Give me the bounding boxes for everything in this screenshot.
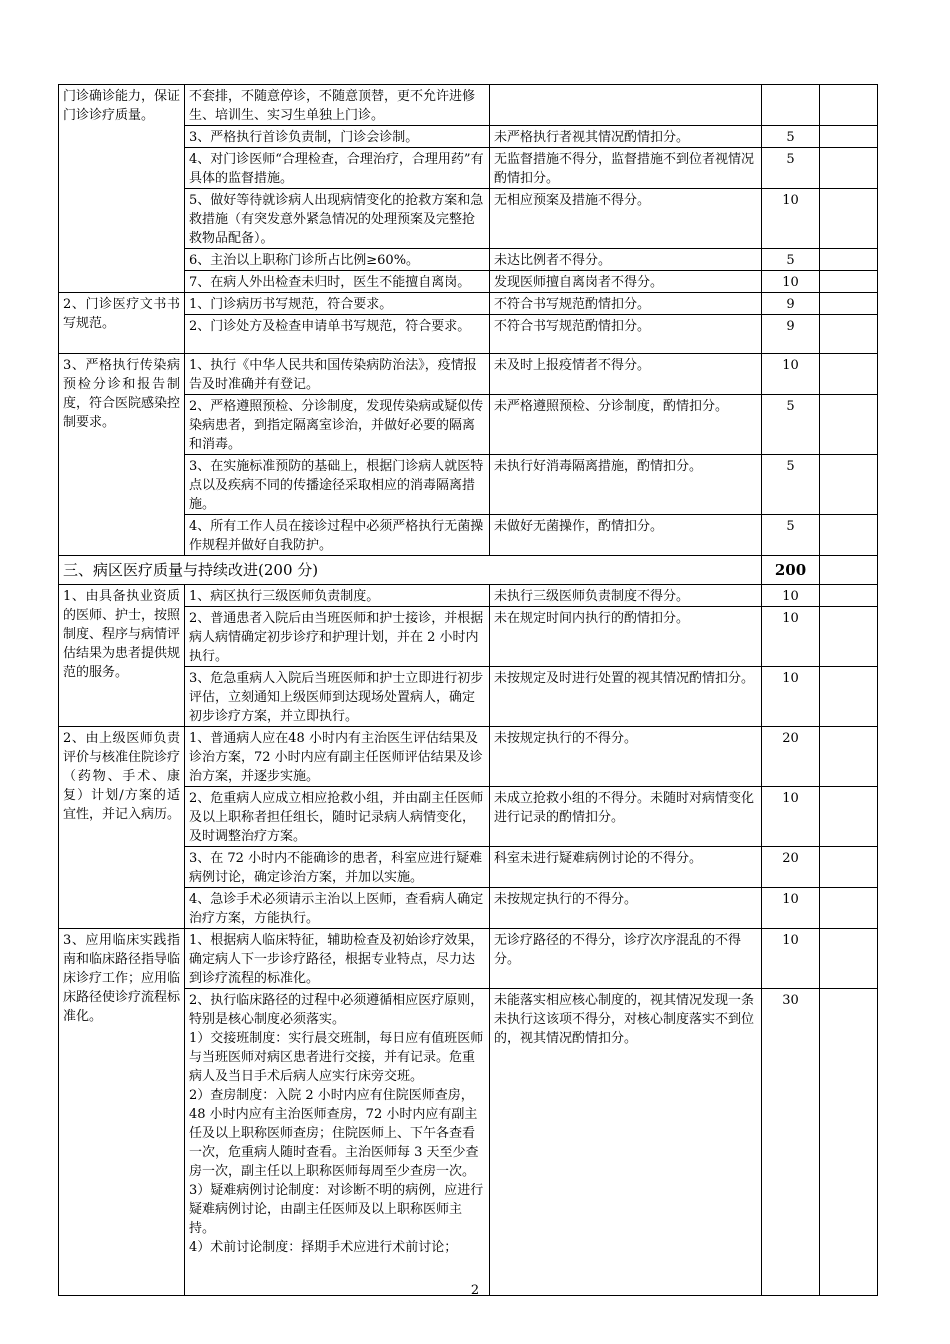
actual-score-cell <box>820 607 878 667</box>
actual-score-cell <box>820 667 878 727</box>
criteria-cell: 无监督措施不得分，监督措施不到位者视情况酌情扣分。 <box>490 148 762 189</box>
criteria-cell: 无相应预案及措施不得分。 <box>490 189 762 249</box>
score-cell: 5 <box>762 249 820 271</box>
handover-rule: 1）交接班制度：实行晨交班制，每日应有值班医师与当班医师对病区患者进行交接，并有记录。危重病人及当日手术后病人应实行床旁交班。 <box>189 1031 484 1084</box>
score-cell: 5 <box>762 126 820 148</box>
score-cell: 10 <box>762 787 820 847</box>
actual-score-cell <box>820 148 878 189</box>
criteria-cell <box>490 85 762 126</box>
actual-score-cell <box>820 189 878 249</box>
actual-score-cell <box>820 85 878 126</box>
category-cell: 3、严格执行传染病预检分诊和报告制度，符合医院感染控制要求。 <box>59 354 185 556</box>
criteria-cell: 未按规定执行的不得分。 <box>490 727 762 787</box>
actual-score-cell <box>820 249 878 271</box>
standards-table <box>58 84 878 1296</box>
standard-cell: 6、主治以上职称门诊所占比例≥60%。 <box>185 249 490 271</box>
standard-cell: 1、病区执行三级医师负责制度。 <box>185 585 490 607</box>
score-cell: 20 <box>762 727 820 787</box>
actual-score-cell <box>820 395 878 455</box>
score-cell: 9 <box>762 315 820 354</box>
actual-score-cell <box>820 455 878 515</box>
standard-cell: 4、对门诊医师“合理检查，合理治疗，合理用药”有具体的监督措施。 <box>185 148 490 189</box>
criteria-cell: 未能落实相应核心制度的，视其情况发现一条未执行这该项不得分，对核心制度落实不到位的，视其情况酌情扣分。 <box>490 989 762 1296</box>
standard-cell: 3、在实施标准预防的基础上，根据门诊病人就医特点以及疾病不同的传播途径采取相应的消毒隔离措施。 <box>185 455 490 515</box>
criteria-cell: 无诊疗路径的不得分，诊疗次序混乱的不得分。 <box>490 929 762 989</box>
table-row <box>59 929 878 989</box>
actual-score-cell <box>820 787 878 847</box>
score-cell: 10 <box>762 189 820 249</box>
criteria-cell: 未严格执行者视其情况酌情扣分。 <box>490 126 762 148</box>
standard-cell: 3、严格执行首诊负责制，门诊会诊制。 <box>185 126 490 148</box>
standard-cell: 不套排，不随意停诊，不随意顶替，更不允许进修生、培训生、实习生单独上门诊。 <box>185 85 490 126</box>
table-row <box>59 293 878 315</box>
standard-cell: 3、在 72 小时内不能确诊的患者，科室应进行疑难病例讨论，确定诊治方案，并加以实施。 <box>185 847 490 888</box>
score-cell: 10 <box>762 929 820 989</box>
criteria-cell: 科室未进行疑难病例讨论的不得分。 <box>490 847 762 888</box>
score-cell: 5 <box>762 455 820 515</box>
score-cell: 10 <box>762 271 820 293</box>
criteria-cell: 不符合书写规范酌情扣分。 <box>490 293 762 315</box>
actual-score-cell <box>820 727 878 787</box>
section-header-row <box>59 556 878 585</box>
actual-score-cell <box>820 293 878 315</box>
score-cell: 10 <box>762 585 820 607</box>
standard-cell <box>185 989 490 1296</box>
criteria-cell: 未做好无菌操作，酌情扣分。 <box>490 515 762 556</box>
criteria-cell: 未及时上报疫情者不得分。 <box>490 354 762 395</box>
standard-cell: 3、危急重病人入院后当班医师和护士立即进行初步评估，立刻通知上级医师到达现场处置病人，确定初步诊疗方案，并立即执行。 <box>185 667 490 727</box>
score-cell <box>762 85 820 126</box>
category-cell: 门诊确诊能力，保证门诊诊疗质量。 <box>59 85 185 293</box>
criteria-cell: 未按规定及时进行处置的视其情况酌情扣分。 <box>490 667 762 727</box>
actual-score-cell <box>820 989 878 1296</box>
criteria-cell: 未按规定执行的不得分。 <box>490 888 762 929</box>
actual-score-cell <box>820 271 878 293</box>
standard-cell: 4、急诊手术必须请示主治以上医师，查看病人确定治疗方案，方能执行。 <box>185 888 490 929</box>
table-row <box>59 85 878 126</box>
standard-cell: 7、在病人外出检查未归时，医生不能擅自离岗。 <box>185 271 490 293</box>
criteria-cell: 发现医师擅自离岗者不得分。 <box>490 271 762 293</box>
standard-cell: 2、严格遵照预检、分诊制度，发现传染病或疑似传染病患者，到指定隔离室诊治，并做好必要的隔离和消毒。 <box>185 395 490 455</box>
actual-score-cell <box>820 315 878 354</box>
criteria-cell: 未达比例者不得分。 <box>490 249 762 271</box>
score-cell: 9 <box>762 293 820 315</box>
standard-cell: 1、执行《中华人民共和国传染病防治法》，疫情报告及时准确并有登记。 <box>185 354 490 395</box>
category-cell: 2、门诊医疗文书书写规范。 <box>59 293 185 354</box>
table-row <box>59 727 878 787</box>
table-row <box>59 354 878 395</box>
score-cell: 5 <box>762 148 820 189</box>
actual-score-cell <box>820 847 878 888</box>
difficult-case-rule: 3）疑难病例讨论制度：对诊断不明的病例，应进行疑难病例讨论，由副主任医师及以上职称医师主持。 <box>189 1183 484 1236</box>
category-cell: 2、由上级医师负责评价与核准住院诊疗（药物、手术、康复）计划/方案的适宜性，并记入病历。 <box>59 727 185 929</box>
standard-cell: 1、普通病人应在48 小时内有主治医生评估结果及诊治方案，72 小时内应有副主任医师评估结果及诊治方案，并逐步实施。 <box>185 727 490 787</box>
standard-cell: 1、门诊病历书写规范，符合要求。 <box>185 293 490 315</box>
preop-discussion-rule: 4）术前讨论制度：择期手术应进行术前讨论； <box>189 1240 458 1255</box>
criteria-cell: 未执行好消毒隔离措施，酌情扣分。 <box>490 455 762 515</box>
criteria-cell: 未在规定时间内执行的酌情扣分。 <box>490 607 762 667</box>
ward-round-rule: 2）查房制度：入院 2 小时内应有住院医师查房，48 小时内应有主治医师查房，72 小时内应有副主任及以上职称医师查房；住院医师上、下午各查看一次，危重病人随时查看。主治医师每 3 天至少查房一次，副主任以上职称医师每周至少查房一次。 <box>189 1088 479 1179</box>
actual-score-cell <box>820 929 878 989</box>
score-cell: 10 <box>762 354 820 395</box>
table-row <box>59 585 878 607</box>
page-number: 2 <box>470 1283 480 1298</box>
standard-cell: 5、做好等待就诊病人出现病情变化的抢救方案和急救措施（有突发意外紧急情况的处理预案及完整抢救物品配备）。 <box>185 189 490 249</box>
actual-score-cell <box>820 888 878 929</box>
score-cell: 5 <box>762 515 820 556</box>
actual-score-cell <box>820 585 878 607</box>
criteria-cell: 不符合书写规范酌情扣分。 <box>490 315 762 354</box>
actual-score-cell <box>820 126 878 148</box>
standard-cell: 2、门诊处方及检查申请单书写规范，符合要求。 <box>185 315 490 354</box>
score-cell: 10 <box>762 607 820 667</box>
section-score: 200 <box>762 556 820 585</box>
category-cell: 1、由具备执业资质的医师、护士，按照制度、程序与病情评估结果为患者提供规范的服务。 <box>59 585 185 727</box>
criteria-cell: 未严格遵照预检、分诊制度，酌情扣分。 <box>490 395 762 455</box>
category-cell: 3、应用临床实践指南和临床路径指导临床诊疗工作；应用临床路径使诊疗流程标准化。 <box>59 929 185 1296</box>
score-cell: 10 <box>762 667 820 727</box>
standard-cell: 1、根据病人临床特征，辅助检查及初始诊疗效果，确定病人下一步诊疗路径，根据专业特点，尽力达到诊疗流程的标准化。 <box>185 929 490 989</box>
criteria-cell: 未成立抢救小组的不得分。未随时对病情变化进行记录的酌情扣分。 <box>490 787 762 847</box>
section-title: 三、病区医疗质量与持续改进(200 分) <box>59 556 762 585</box>
standard-cell: 4、所有工作人员在接诊过程中必须严格执行无菌操作规程并做好自我防护。 <box>185 515 490 556</box>
actual-score-cell <box>820 515 878 556</box>
score-cell: 10 <box>762 888 820 929</box>
criteria-cell: 未执行三级医师负责制度不得分。 <box>490 585 762 607</box>
standard-intro: 2、执行临床路径的过程中必须遵循相应医疗原则，特别是核心制度必须落实。 <box>189 993 484 1027</box>
standard-cell: 2、危重病人应成立相应抢救小组，并由副主任医师及以上职称者担任组长，随时记录病人病情变化，及时调整治疗方案。 <box>185 787 490 847</box>
actual-score-cell <box>820 354 878 395</box>
standard-cell: 2、普通患者入院后由当班医师和护士接诊，并根据病人病情确定初步诊疗和护理计划，并在 2 小时内执行。 <box>185 607 490 667</box>
score-cell: 30 <box>762 989 820 1296</box>
score-cell: 20 <box>762 847 820 888</box>
score-cell: 5 <box>762 395 820 455</box>
actual-score-cell <box>820 556 878 585</box>
